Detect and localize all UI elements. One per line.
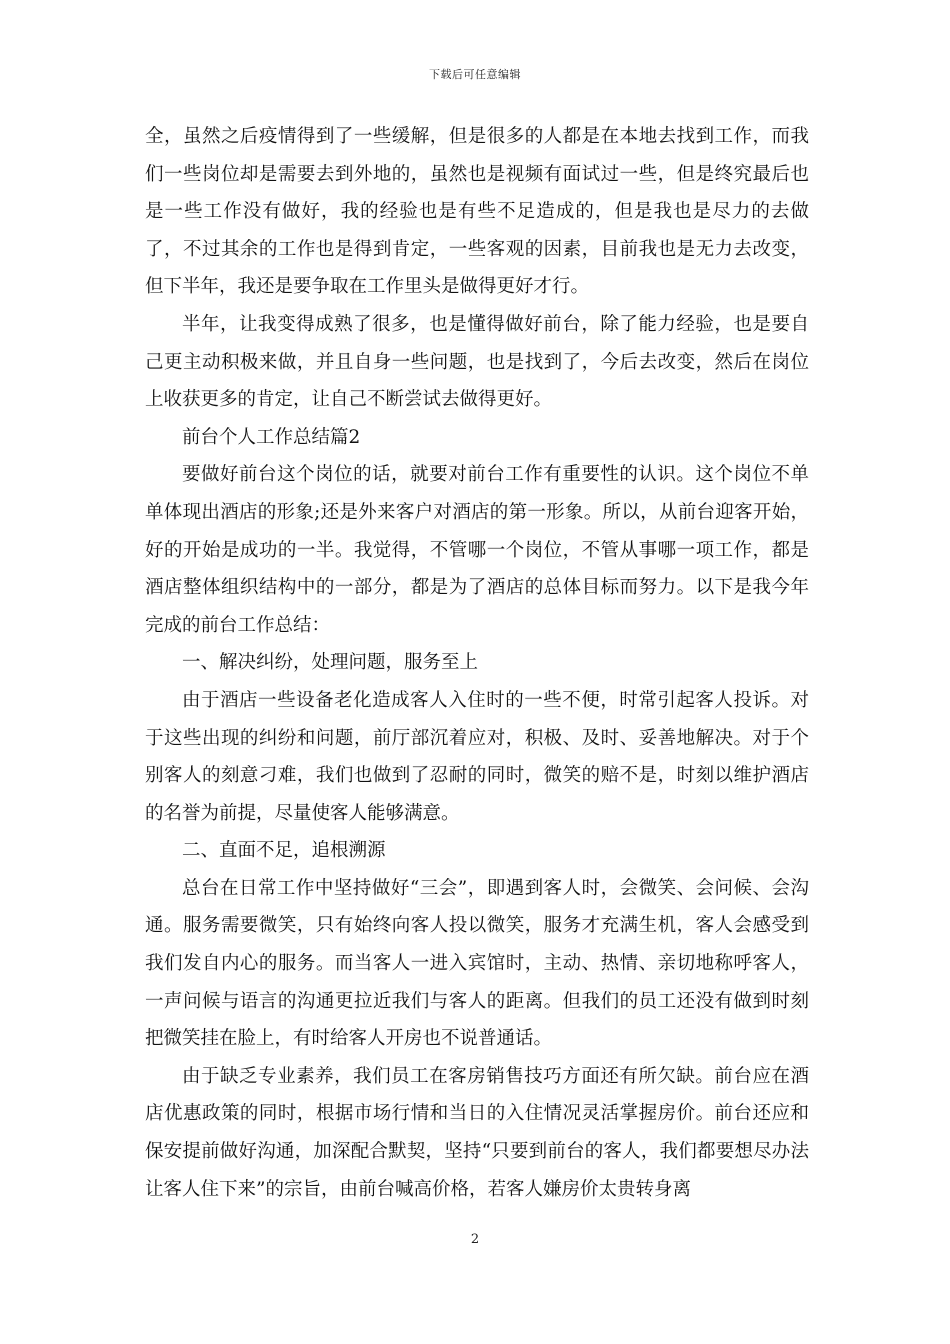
- subsection-heading: 二、直面不足，追根溯源: [182, 840, 386, 862]
- paragraph-continued: 全，虽然之后疫情得到了一些缓解，但是很多的人都是在本地去找到工作，而我们一些岗位却是需要去到外地的，虽然也是视频有面试过一些，但是终究最后也是一些工作没有做好，我的经验也是有些不足造成的，但是我也是尽力的去做了，不过其余的工作也是得到肯定，一些客观的因素，目前我也是无力去改变，但下半年，我还是要争取在工作里头是做得更好才行。: [145, 126, 809, 298]
- document-body: [145, 118, 809, 1208]
- section-title: 前台个人工作总结篇2: [182, 426, 361, 448]
- paragraph: 半年，让我变得成熟了很多，也是懂得做好前台，除了能力经验，也是要自己更主动积极来做，并且自身一些问题，也是找到了，今后去改变，然后在岗位上收获更多的肯定，让自己不断尝试去做得更好。: [145, 313, 809, 411]
- paragraph: 总台在日常工作中坚持做好“三会”，即遇到客人时，会微笑、会问候、会沟通。服务需要微笑，只有始终向客人投以微笑，服务才充满生机，客人会感受到我们发自内心的服务。而当客人一进入宾馆时，主动、热情、亲切地称呼客人，一声问候与语言的沟通更拉近我们与客人的距离。但我们的员工还没有做到时刻把微笑挂在脸上，有时给客人开房也不说普通话。: [145, 877, 809, 1050]
- page-number: 2: [470, 1232, 480, 1247]
- paragraph: 由于酒店一些设备老化造成客人入住时的一些不便，时常引起客人投诉。对于这些出现的纠纷和问题，前厅部沉着应对，积极、及时、妥善地解决。对于个别客人的刻意刁难，我们也做到了忍耐的同时，微笑的赔不是，时刻以维护酒店的名誉为前提，尽量使客人能够满意。: [145, 689, 809, 824]
- paragraph: 由于缺乏专业素养，我们员工在客房销售技巧方面还有所欠缺。前台应在酒店优惠政策的同时，根据市场行情和当日的入住情况灵活掌握房价。前台还应和保安提前做好沟通，加深配合默契，坚持“只要到前台的客人，我们都要想尽办法让客人住下来”的宗旨，由前台喊高价格，若客人嫌房价太贵转身离: [145, 1065, 809, 1200]
- page-header: 下载后可任意编辑: [429, 68, 521, 81]
- paragraph: 要做好前台这个岗位的话，就要对前台工作有重要性的认识。这个岗位不单单体现出酒店的形象;还是外来客户对酒店的第一形象。所以，从前台迎客开始，好的开始是成功的一半。我觉得，不管哪一个岗位，不管从事哪一项工作，都是酒店整体组织结构中的一部分，都是为了酒店的总体目标而努力。以下是我今年完成的前台工作总结：: [145, 464, 809, 636]
- subsection-heading: 一、解决纠纷，处理问题，服务至上: [182, 652, 479, 674]
